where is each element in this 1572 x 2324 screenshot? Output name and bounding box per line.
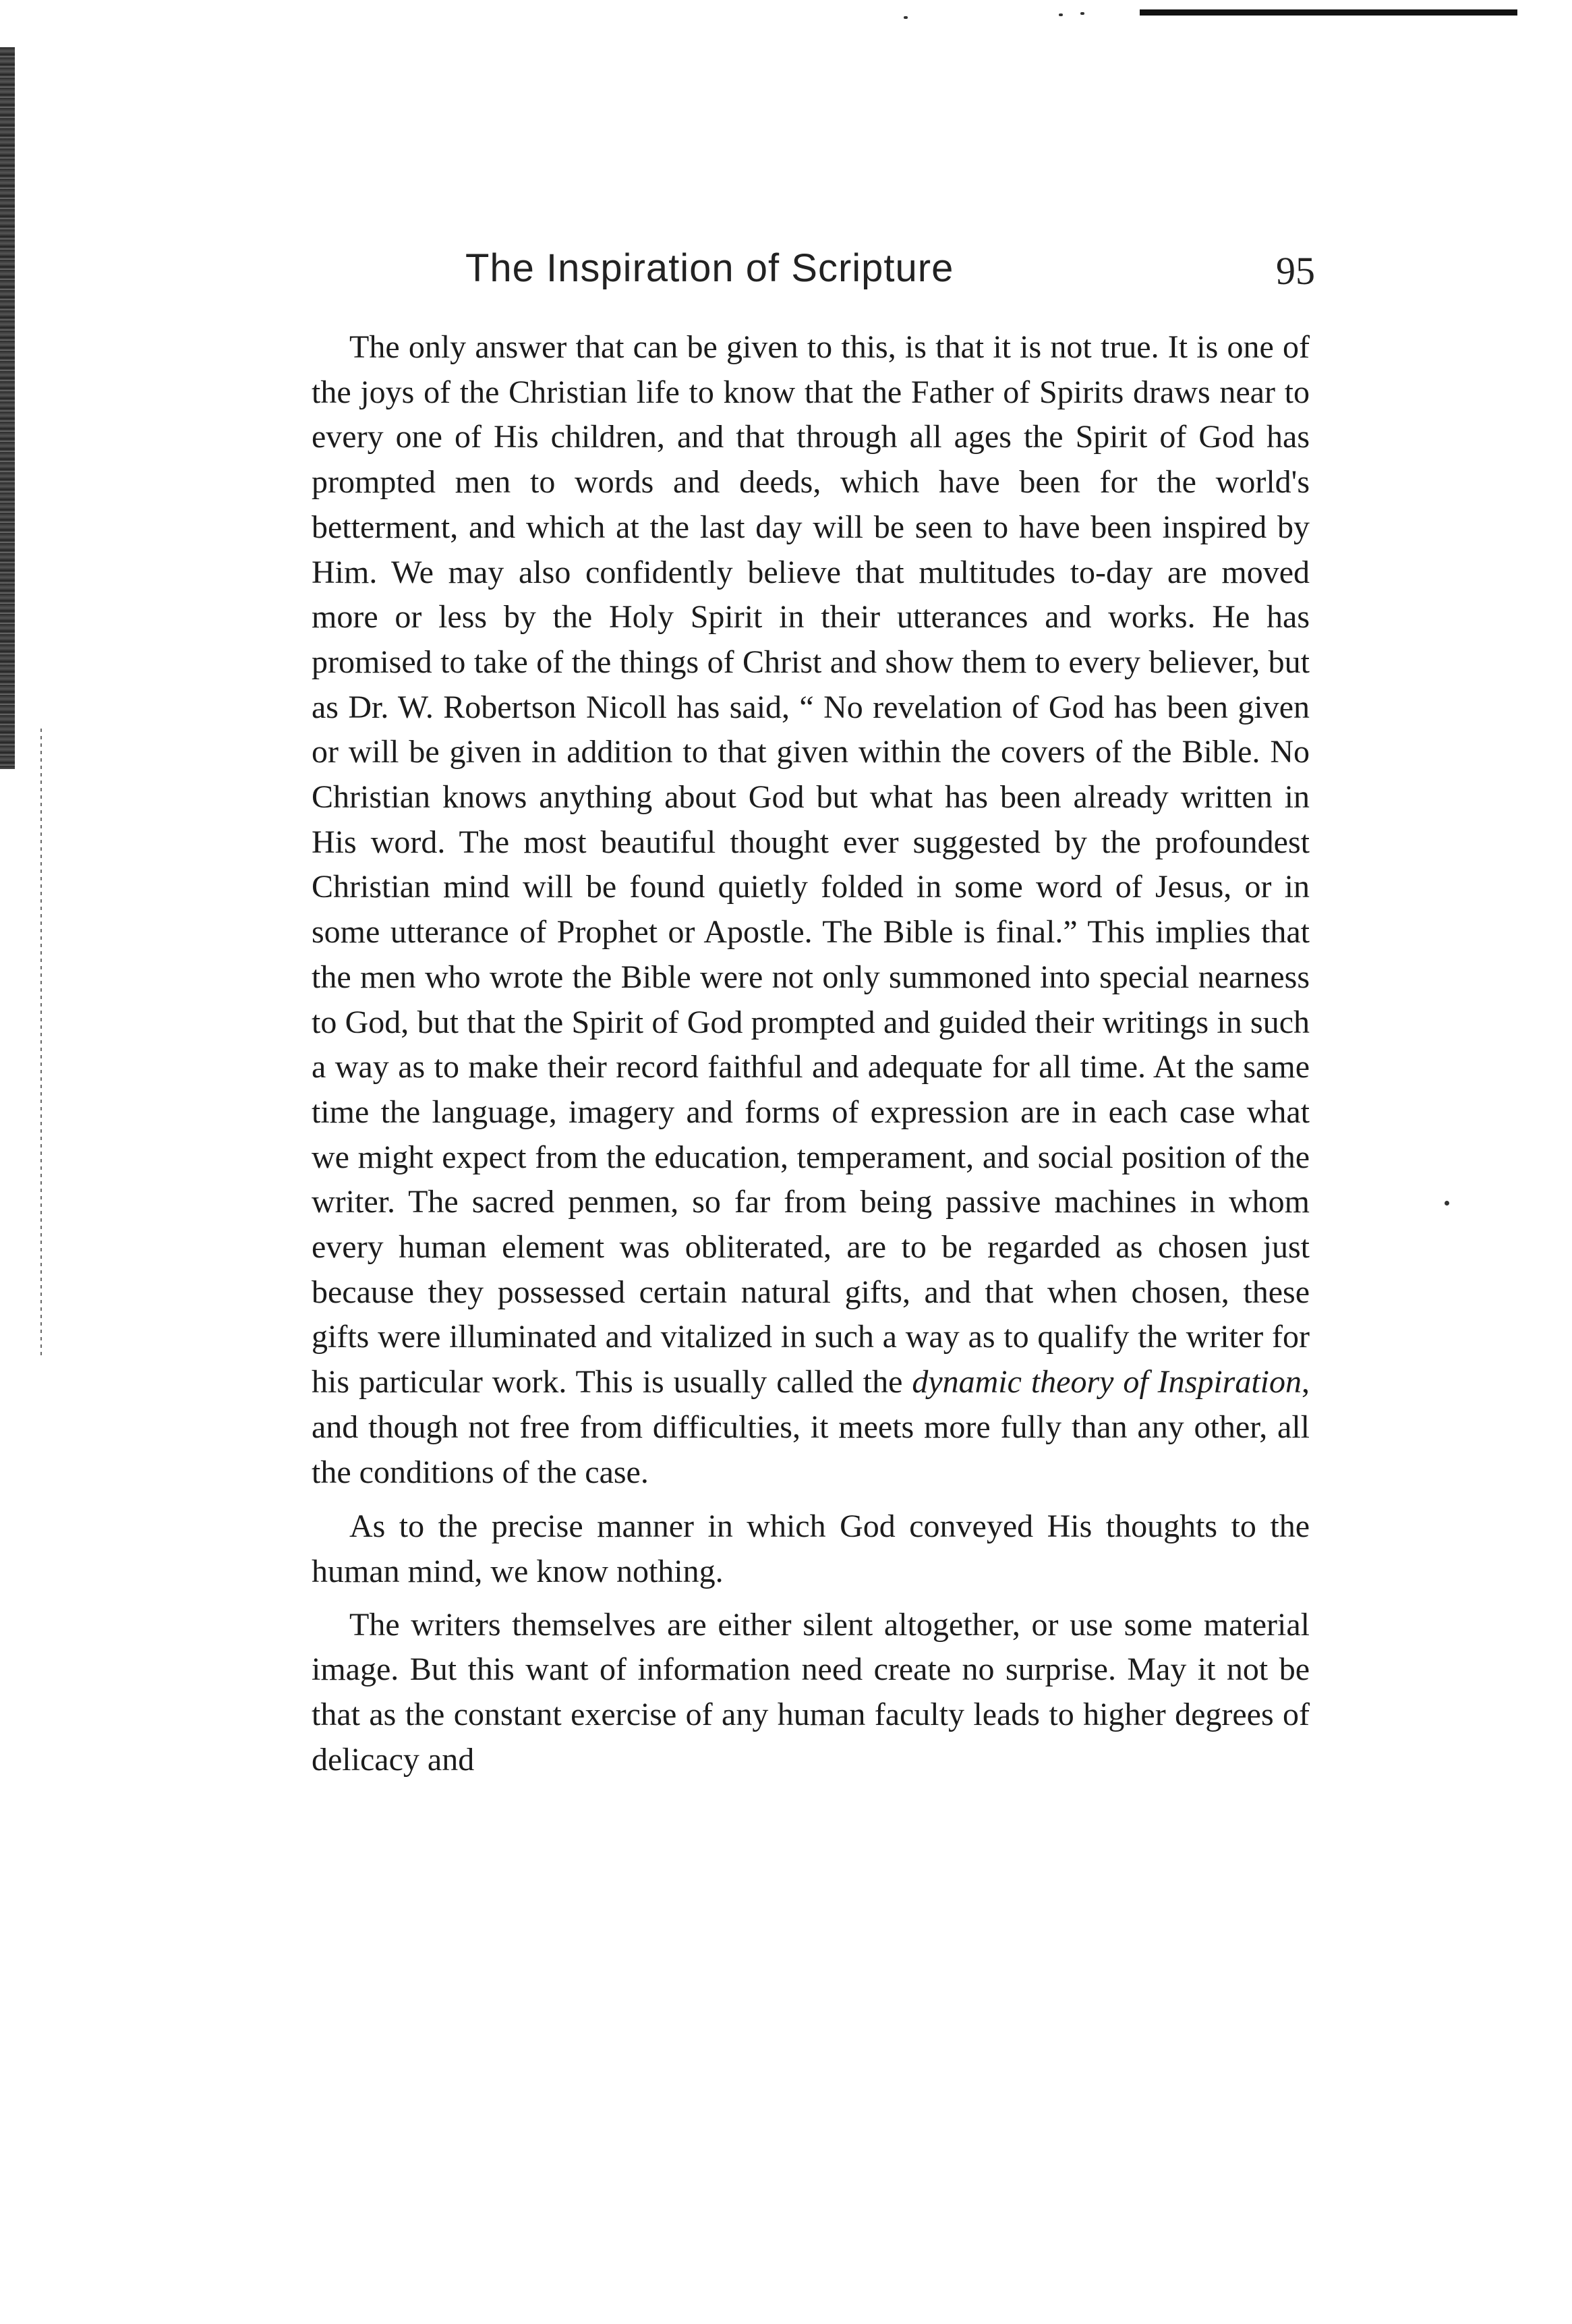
paragraph-3: The writers themselves are either silent altogether, or use some material image. But this want of information need create no surprise. May it not be that as the constant exercise of any human faculty leads to higher degrees of delicacy and	[312, 1606, 1310, 1778]
paragraph-2: As to the precise manner in which God conveyed His thoughts to the human mind, we know nothing.	[312, 1508, 1310, 1589]
scan-speck	[1445, 1201, 1449, 1206]
scan-specks	[904, 12, 1106, 26]
scan-edge-shadow	[0, 47, 15, 769]
page-number: 95	[1276, 249, 1315, 293]
body-text	[312, 325, 1310, 1791]
paragraph-1	[312, 325, 1310, 1495]
top-printed-rule	[1140, 9, 1517, 16]
paragraph-1-text: The only answer that can be given to this, is that it is not true. It is one of the joys of the Christian life to know that the Father of Spirits draws near to every one of His children, and that through all ages the Spirit of God has prompted men to words and deeds, which have been for the world's betterment, and which at the last day will be seen to have been inspired by Him. We may also confidently believe that multitudes to-day are moved more or less by the Holy Spirit in their utterances and works. He has promised to take of the things of Christ and show them to every believer, but as Dr. W. Robertson Nicoll has said, “ No revelation of God has been given or will be given in addition to that given within the covers of the Bible. No Christian knows anything about God but what has been already written in His word. The most beautiful thought ever suggested by the profoundest Christian mind will be found quietly folded in some word of Jesus, or in some utterance of Prophet or Apostle. The Bible is final.” This implies that the men who wrote the Bible were not only summoned into special nearness to God, but that the Spirit of God prompted and guided their writings in such a way as to make their record faithful and adequate for all time. At the same time the language, imagery and forms of expression are in each case what we might expect from the education, temperament, and social position of the writer. The sacred penmen, so far from being passive machines in whom every human element was obliterated, are to be regarded as chosen just because they possessed certain natural gifts, and that when chosen, these gifts were illuminated and vitalized in such a way as to qualify the writer for his particular work. This is usually called the	[312, 329, 1310, 1400]
paragraph-1-italic: dynamic theory of Inspiration	[912, 1364, 1302, 1400]
scan-edge-line	[40, 729, 42, 1356]
paragraph-1-end: , and though not free from difficulties, it meets more fully than any other, all the conditions of the case.	[312, 1364, 1310, 1490]
page-header	[465, 246, 1315, 306]
running-head: The Inspiration of Scripture	[465, 246, 954, 290]
